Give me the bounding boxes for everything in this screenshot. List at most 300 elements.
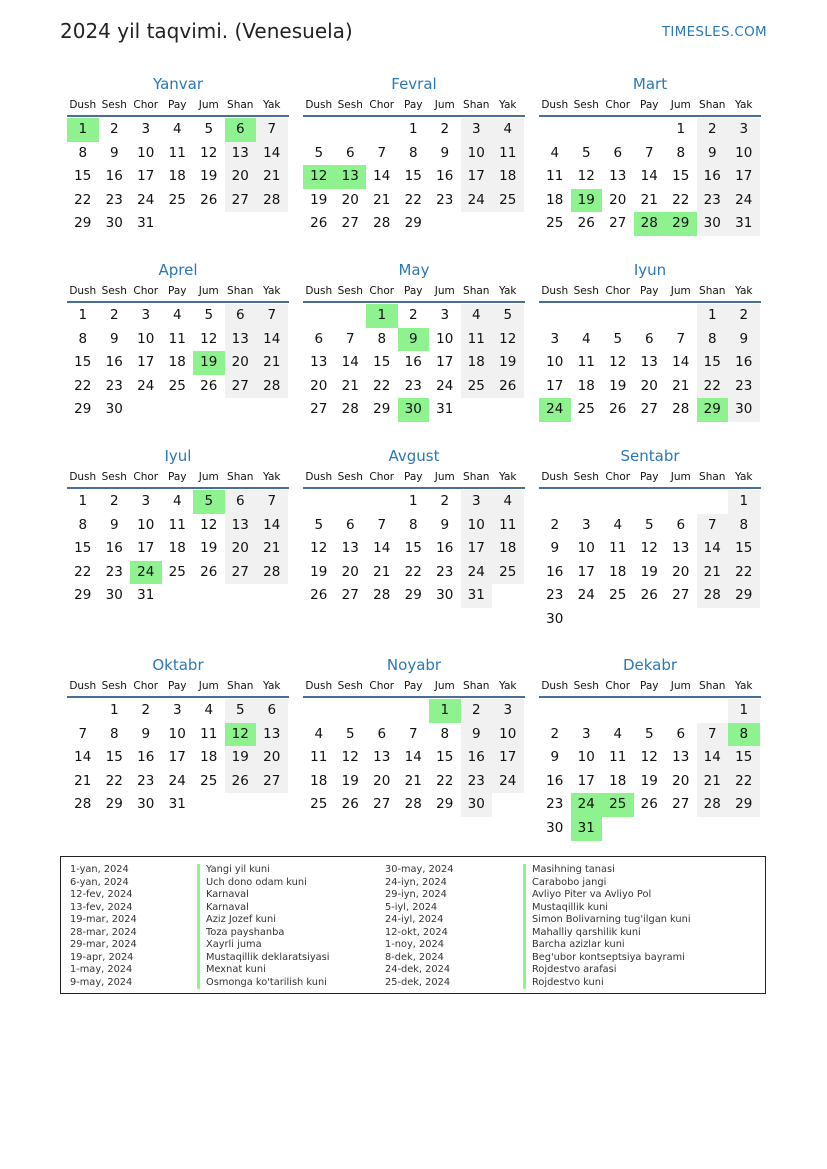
day-cell: 22 (404, 563, 422, 580)
day-cell: 19 (225, 746, 257, 770)
day-cell: 19 (310, 563, 328, 580)
day-grid (539, 304, 761, 422)
day-cell: 2 (109, 493, 119, 509)
empty-cell (665, 490, 697, 514)
day-cell: 21 (697, 770, 729, 794)
day-cell: 24 (461, 561, 493, 585)
weekday-label: Yak (499, 680, 517, 692)
weekday-label: Pay (403, 285, 423, 297)
weekday-label: Pay (639, 99, 659, 111)
header-rule (67, 301, 289, 303)
day-cell: 17 (546, 377, 564, 394)
day-cell: 31 (436, 401, 454, 418)
legend-date: 12-fev, 2024 (70, 889, 133, 900)
weekday-label: Sesh (337, 99, 363, 111)
day-cell: 2 (550, 516, 560, 533)
weekday-label: Chor (133, 99, 159, 111)
month-iyul (67, 445, 289, 608)
weekday-label: Pay (167, 285, 187, 297)
empty-cell (335, 304, 367, 328)
day-cell: 9 (440, 516, 450, 533)
day-cell: 30 (105, 215, 123, 232)
legend-names-col-1 (197, 864, 329, 989)
month-yanvar (67, 73, 289, 236)
day-cell: 2 (550, 725, 560, 742)
weekday-label: Chor (133, 471, 159, 483)
legend-date: 24-dek, 2024 (385, 964, 451, 975)
day-cell: 10 (728, 142, 760, 166)
legend-names-col-2 (523, 864, 691, 989)
legend-date: 1-may, 2024 (70, 964, 133, 975)
weekday-header (539, 676, 761, 696)
day-cell: 29 (728, 584, 760, 608)
day-cell: 11 (492, 142, 524, 166)
holiday-day: 24 (130, 561, 162, 585)
weekday-label: Yak (263, 680, 281, 692)
empty-cell (602, 699, 634, 723)
weekday-header (67, 467, 289, 487)
legend-holiday-name: Beg'ubor kontseptsiya bayrami (523, 952, 691, 965)
weekday-label: Chor (369, 471, 395, 483)
day-cell: 18 (492, 537, 524, 561)
day-cell: 12 (640, 749, 658, 766)
month-may (303, 259, 525, 422)
day-cell: 27 (672, 796, 690, 813)
day-cell: 21 (256, 537, 288, 561)
header-rule (303, 487, 525, 489)
day-cell: 30 (436, 587, 454, 604)
day-cell: 12 (200, 144, 218, 161)
day-cell: 5 (314, 144, 324, 161)
header-rule (303, 115, 525, 117)
day-cell: 11 (168, 516, 186, 533)
day-cell: 6 (314, 330, 324, 347)
day-cell: 1 (408, 121, 418, 137)
weekday-label: Yak (263, 99, 281, 111)
weekday-header (303, 281, 525, 301)
day-cell: 11 (609, 540, 627, 557)
month-name: May (398, 261, 430, 279)
weekday-label: Jum (198, 285, 219, 297)
weekday-label: Shan (227, 99, 254, 111)
day-cell: 16 (546, 563, 564, 580)
empty-cell (366, 699, 398, 723)
day-cell: 12 (200, 516, 218, 533)
day-cell: 22 (697, 375, 729, 399)
day-cell: 26 (200, 191, 218, 208)
day-cell: 14 (74, 749, 92, 766)
weekday-label: Dush (69, 285, 97, 297)
day-cell: 30 (137, 796, 155, 813)
day-cell: 25 (310, 796, 328, 813)
weekday-header (67, 281, 289, 301)
day-cell: 23 (728, 375, 760, 399)
legend-holiday-name: Rojdestvo arafasi (523, 964, 691, 977)
day-cell: 9 (109, 330, 119, 347)
day-cell: 21 (672, 377, 690, 394)
day-cell: 13 (341, 540, 359, 557)
day-cell: 12 (609, 354, 627, 371)
month-name: Sentabr (620, 447, 680, 465)
day-cell: 11 (310, 749, 328, 766)
day-cell: 18 (200, 749, 218, 766)
day-cell: 18 (310, 772, 328, 789)
holiday-day: 5 (193, 490, 225, 514)
legend-date: 30-may, 2024 (385, 864, 454, 875)
weekday-label: Chor (605, 471, 631, 483)
day-cell: 14 (373, 168, 391, 185)
empty-cell (571, 699, 603, 723)
day-cell: 3 (141, 307, 151, 323)
empty-cell (602, 118, 634, 142)
legend-date: 24-iyl, 2024 (385, 914, 444, 925)
month-fevral (303, 73, 525, 236)
day-cell: 27 (341, 215, 359, 232)
day-cell: 1 (697, 304, 729, 328)
header-rule (303, 696, 525, 698)
weekday-label: Shan (463, 99, 490, 111)
day-cell: 24 (137, 191, 155, 208)
legend-holiday-name: Yangi yil kuni (197, 864, 329, 877)
day-cell: 4 (172, 121, 182, 137)
day-grid (539, 490, 761, 632)
day-cell: 7 (256, 490, 288, 514)
day-cell: 21 (404, 772, 422, 789)
day-cell: 31 (137, 587, 155, 604)
day-cell: 9 (109, 516, 119, 533)
day-cell: 10 (137, 144, 155, 161)
day-cell: 9 (440, 144, 450, 161)
day-cell: 15 (404, 168, 422, 185)
legend-date: 9-may, 2024 (70, 976, 133, 988)
legend-holiday-name: Simon Bolivarning tug'ilgan kuni (523, 914, 691, 927)
day-cell: 22 (672, 191, 690, 208)
day-grid (539, 699, 761, 841)
weekday-label: Dush (69, 471, 97, 483)
day-cell: 28 (373, 215, 391, 232)
weekday-label: Yak (263, 285, 281, 297)
holiday-day: 1 (67, 118, 99, 142)
day-cell: 17 (492, 746, 524, 770)
day-cell: 4 (613, 725, 623, 742)
day-cell: 25 (168, 563, 186, 580)
day-cell: 13 (672, 749, 690, 766)
day-cell: 28 (404, 796, 422, 813)
day-cell: 29 (373, 401, 391, 418)
day-cell: 14 (697, 537, 729, 561)
day-cell: 24 (728, 189, 760, 213)
day-cell: 27 (609, 215, 627, 232)
weekday-label: Yak (735, 99, 753, 111)
weekday-label: Chor (369, 285, 395, 297)
day-cell: 28 (256, 375, 288, 399)
legend-date: 1-noy, 2024 (385, 939, 444, 950)
day-cell: 26 (200, 377, 218, 394)
day-cell: 4 (204, 702, 214, 718)
legend-date: 28-mar, 2024 (70, 926, 137, 938)
weekday-label: Sesh (337, 471, 363, 483)
day-cell: 6 (377, 725, 387, 742)
day-cell: 6 (225, 490, 257, 514)
empty-cell (398, 699, 430, 723)
day-cell: 24 (168, 772, 186, 789)
month-name: Yanvar (152, 75, 204, 93)
day-cell: 12 (492, 328, 524, 352)
day-grid (303, 699, 525, 817)
legend-holiday-name: Mexnat kuni (197, 964, 329, 977)
day-cell: 16 (404, 354, 422, 371)
day-cell: 11 (577, 354, 595, 371)
day-cell: 27 (640, 401, 658, 418)
day-cell: 17 (168, 749, 186, 766)
legend-date: 8-dek, 2024 (385, 951, 444, 963)
day-cell: 25 (200, 772, 218, 789)
day-cell: 8 (728, 514, 760, 538)
legend-holiday-name: Mustaqillik deklaratsiyasi (197, 952, 329, 965)
weekday-label: Yak (499, 99, 517, 111)
day-cell: 12 (200, 330, 218, 347)
day-cell: 16 (436, 168, 454, 185)
empty-cell (303, 118, 335, 142)
month-iyun (539, 259, 761, 422)
day-cell: 25 (609, 587, 627, 604)
empty-cell (571, 118, 603, 142)
month-name: Noyabr (386, 656, 442, 674)
day-cell: 2 (440, 121, 450, 137)
page-title: 2024 yil taqvimi. (Venesuela) (60, 19, 353, 43)
day-cell: 10 (137, 330, 155, 347)
day-cell: 26 (492, 375, 524, 399)
weekday-label: Dush (541, 680, 569, 692)
weekday-label: Jum (434, 99, 455, 111)
header-rule (539, 301, 761, 303)
day-cell: 29 (728, 793, 760, 817)
day-cell: 13 (225, 328, 257, 352)
day-cell: 9 (728, 328, 760, 352)
weekday-label: Pay (639, 680, 659, 692)
month-mart (539, 73, 761, 236)
day-cell: 8 (440, 725, 450, 742)
weekday-label: Dush (305, 285, 333, 297)
legend-date: 19-apr, 2024 (70, 951, 134, 963)
day-cell: 3 (461, 490, 493, 514)
day-cell: 20 (341, 563, 359, 580)
weekday-label: Chor (369, 99, 395, 111)
day-cell: 7 (256, 304, 288, 328)
day-cell: 5 (581, 144, 591, 161)
day-cell: 29 (404, 215, 422, 232)
weekday-label: Pay (167, 680, 187, 692)
day-cell: 4 (172, 493, 182, 509)
day-cell: 29 (74, 401, 92, 418)
day-cell: 31 (137, 215, 155, 232)
day-cell: 18 (492, 165, 524, 189)
weekday-label: Pay (167, 471, 187, 483)
day-cell: 4 (172, 307, 182, 323)
day-grid (67, 699, 289, 817)
day-cell: 16 (105, 540, 123, 557)
day-cell: 15 (74, 540, 92, 557)
day-cell: 14 (697, 746, 729, 770)
day-cell: 30 (105, 587, 123, 604)
day-cell: 6 (345, 516, 355, 533)
day-cell: 26 (640, 796, 658, 813)
day-cell: 14 (640, 168, 658, 185)
day-cell: 3 (172, 702, 182, 718)
day-cell: 24 (137, 377, 155, 394)
day-cell: 22 (74, 191, 92, 208)
day-cell: 5 (644, 725, 654, 742)
day-cell: 26 (310, 587, 328, 604)
day-grid (303, 118, 525, 236)
day-cell: 5 (204, 307, 214, 323)
day-cell: 26 (341, 796, 359, 813)
day-cell: 25 (168, 191, 186, 208)
day-cell: 18 (168, 354, 186, 371)
holiday-legend (60, 856, 766, 994)
legend-holiday-name: Aziz Jozef kuni (197, 914, 329, 927)
day-cell: 25 (168, 377, 186, 394)
weekday-label: Jum (198, 680, 219, 692)
day-cell: 29 (74, 215, 92, 232)
day-cell: 29 (74, 587, 92, 604)
legend-holiday-name: Mustaqillik kuni (523, 902, 691, 915)
weekday-label: Jum (198, 471, 219, 483)
weekday-label: Chor (605, 99, 631, 111)
day-cell: 5 (204, 121, 214, 137)
day-cell: 22 (404, 191, 422, 208)
day-cell: 8 (78, 516, 88, 533)
day-cell: 6 (676, 516, 686, 533)
day-cell: 8 (78, 330, 88, 347)
empty-cell (335, 699, 367, 723)
empty-cell (571, 304, 603, 328)
day-cell: 10 (577, 749, 595, 766)
day-cell: 19 (200, 168, 218, 185)
weekday-label: Sesh (573, 471, 599, 483)
day-cell: 23 (137, 772, 155, 789)
month-name: Iyun (633, 261, 667, 279)
weekday-label: Shan (699, 471, 726, 483)
day-grid (303, 490, 525, 608)
day-cell: 30 (461, 793, 493, 817)
day-cell: 28 (697, 584, 729, 608)
weekday-label: Dush (69, 680, 97, 692)
day-cell: 21 (373, 191, 391, 208)
day-cell: 10 (546, 354, 564, 371)
day-cell: 27 (225, 189, 257, 213)
day-cell: 25 (546, 215, 564, 232)
day-cell: 11 (200, 725, 218, 742)
day-cell: 18 (609, 563, 627, 580)
weekday-label: Pay (639, 471, 659, 483)
legend-holiday-name: Karnaval (197, 902, 329, 915)
brand-link[interactable]: TIMESLES.COM (661, 24, 767, 40)
day-cell: 4 (613, 516, 623, 533)
legend-holiday-name: Toza payshanba (197, 927, 329, 940)
day-cell: 14 (672, 354, 690, 371)
weekday-label: Jum (434, 471, 455, 483)
day-cell: 14 (256, 328, 288, 352)
day-cell: 21 (697, 561, 729, 585)
empty-cell (602, 304, 634, 328)
weekday-label: Shan (463, 680, 490, 692)
day-cell: 5 (345, 725, 355, 742)
empty-cell (539, 118, 571, 142)
legend-holiday-name: Rojdestvo kuni (523, 977, 691, 990)
legend-holiday-name: Xayrli juma (197, 939, 329, 952)
day-cell: 15 (404, 540, 422, 557)
day-cell: 2 (141, 702, 151, 718)
day-cell: 3 (440, 307, 450, 323)
day-cell: 21 (74, 772, 92, 789)
month-name: Fevral (391, 75, 437, 93)
day-cell: 20 (672, 772, 690, 789)
day-cell: 3 (461, 118, 493, 142)
day-cell: 4 (550, 144, 560, 161)
day-cell: 3 (581, 725, 591, 742)
day-cell: 22 (436, 772, 454, 789)
empty-cell (539, 490, 571, 514)
day-cell: 10 (577, 540, 595, 557)
day-cell: 8 (408, 144, 418, 161)
day-cell: 9 (550, 749, 560, 766)
weekday-label: Yak (735, 680, 753, 692)
legend-holiday-name: Avliyo Piter va Avliyo Pol (523, 889, 691, 902)
legend-holiday-name: Carabobo jangi (523, 877, 691, 890)
day-cell: 18 (168, 540, 186, 557)
empty-cell (634, 699, 666, 723)
day-cell: 15 (728, 746, 760, 770)
day-cell: 5 (644, 516, 654, 533)
day-cell: 21 (256, 351, 288, 375)
legend-date: 5-iyl, 2024 (385, 901, 438, 913)
day-cell: 7 (676, 330, 686, 347)
day-cell: 27 (225, 561, 257, 585)
day-cell: 30 (697, 212, 729, 236)
empty-cell (539, 304, 571, 328)
legend-holiday-name: Uch dono odam kuni (197, 877, 329, 890)
legend-date: 13-fev, 2024 (70, 901, 133, 913)
weekday-label: Dush (305, 680, 333, 692)
day-cell: 5 (492, 304, 524, 328)
holiday-day: 8 (728, 723, 760, 747)
day-grid (67, 490, 289, 608)
day-cell: 23 (105, 377, 123, 394)
day-cell: 22 (728, 561, 760, 585)
day-cell: 17 (436, 354, 454, 371)
day-cell: 17 (728, 165, 760, 189)
empty-cell (665, 304, 697, 328)
day-cell: 28 (697, 793, 729, 817)
weekday-label: Jum (670, 680, 691, 692)
legend-date: 19-mar, 2024 (70, 914, 137, 925)
day-cell: 23 (436, 563, 454, 580)
day-cell: 7 (697, 514, 729, 538)
day-cell: 30 (105, 401, 123, 418)
weekday-label: Yak (735, 285, 753, 297)
day-cell: 29 (436, 796, 454, 813)
day-cell: 6 (613, 144, 623, 161)
weekday-label: Sesh (573, 285, 599, 297)
month-name: Mart (632, 75, 668, 93)
day-cell: 16 (105, 354, 123, 371)
legend-holiday-name: Barcha azizlar kuni (523, 939, 691, 952)
weekday-label: Pay (403, 99, 423, 111)
day-cell: 25 (492, 189, 524, 213)
day-cell: 17 (137, 540, 155, 557)
weekday-label: Pay (167, 99, 187, 111)
